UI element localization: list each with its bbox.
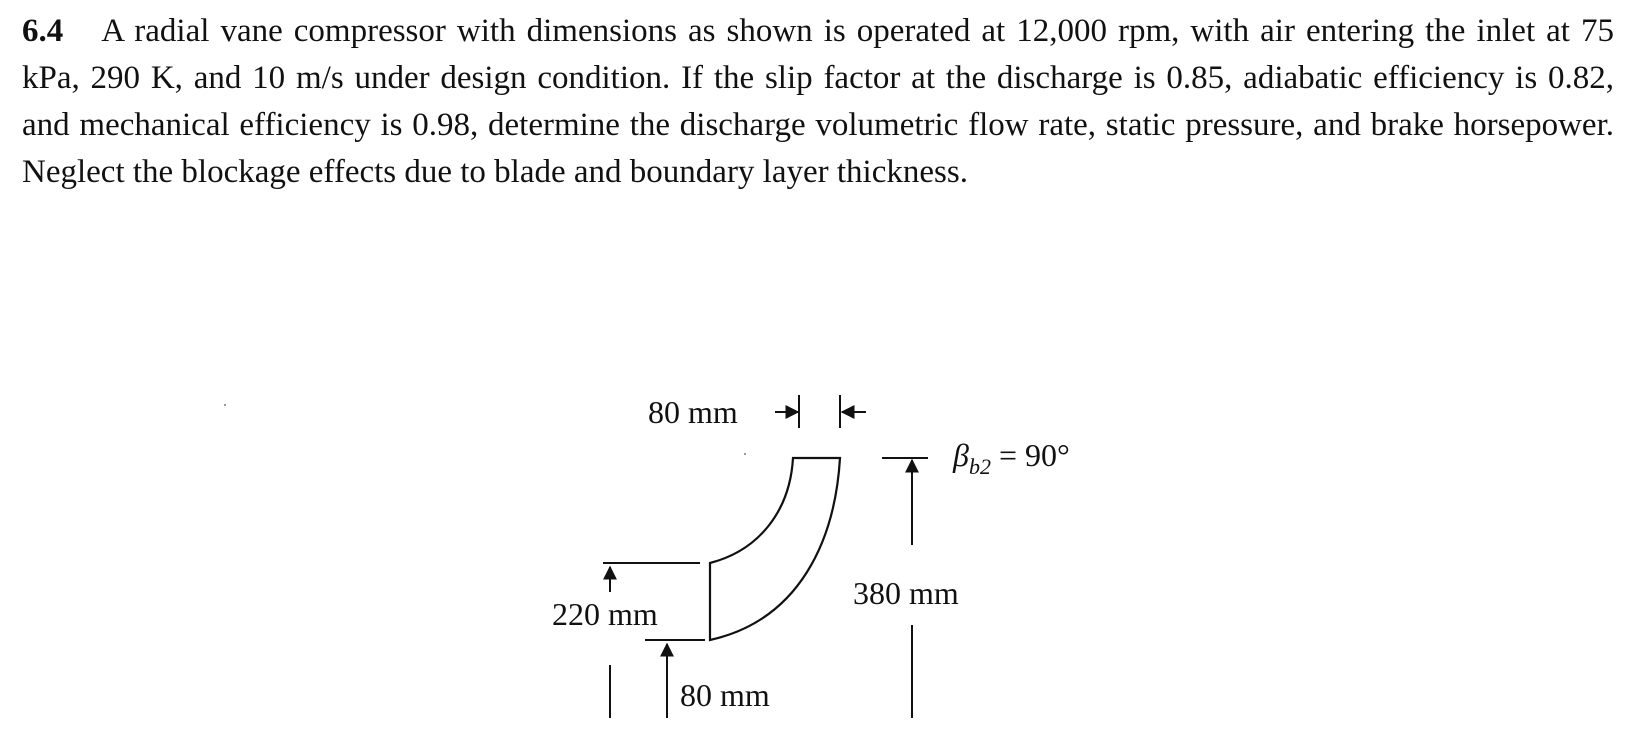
beta-value: = 90° bbox=[990, 437, 1070, 473]
bottom-width-dimension bbox=[645, 640, 770, 718]
top-width-dimension bbox=[648, 394, 866, 430]
inlet-radius-label: 220 mm bbox=[552, 596, 658, 632]
problem-text: A radial vane compressor with dimensions as shown is operated at 12,000 rpm, with air entering the inlet at 75 kPa, 290 K, and 10 m/s under design condition. If the slip factor at the discharge is 0.85, adiabatic efficiency is 0.82, and mechanical efficiency is 0.98, determine the discharge volumetric flow rate, static pressure, and brake horsepower. Neglect the blockage effects due to blade and boundary layer thickness. bbox=[22, 13, 1614, 190]
blade-angle-label bbox=[952, 437, 1070, 479]
vane-blade-outline bbox=[710, 458, 840, 640]
scan-speck bbox=[224, 404, 226, 406]
scan-speck bbox=[744, 453, 746, 455]
problem-number: 6.4 bbox=[22, 13, 64, 49]
top-width-label: 80 mm bbox=[648, 394, 738, 430]
beta-subscript: b2 bbox=[968, 454, 991, 479]
outer-radius-dimension bbox=[853, 458, 959, 718]
outer-radius-label: 380 mm bbox=[853, 575, 959, 611]
beta-symbol: β bbox=[953, 437, 969, 473]
bottom-width-label: 80 mm bbox=[680, 677, 770, 713]
